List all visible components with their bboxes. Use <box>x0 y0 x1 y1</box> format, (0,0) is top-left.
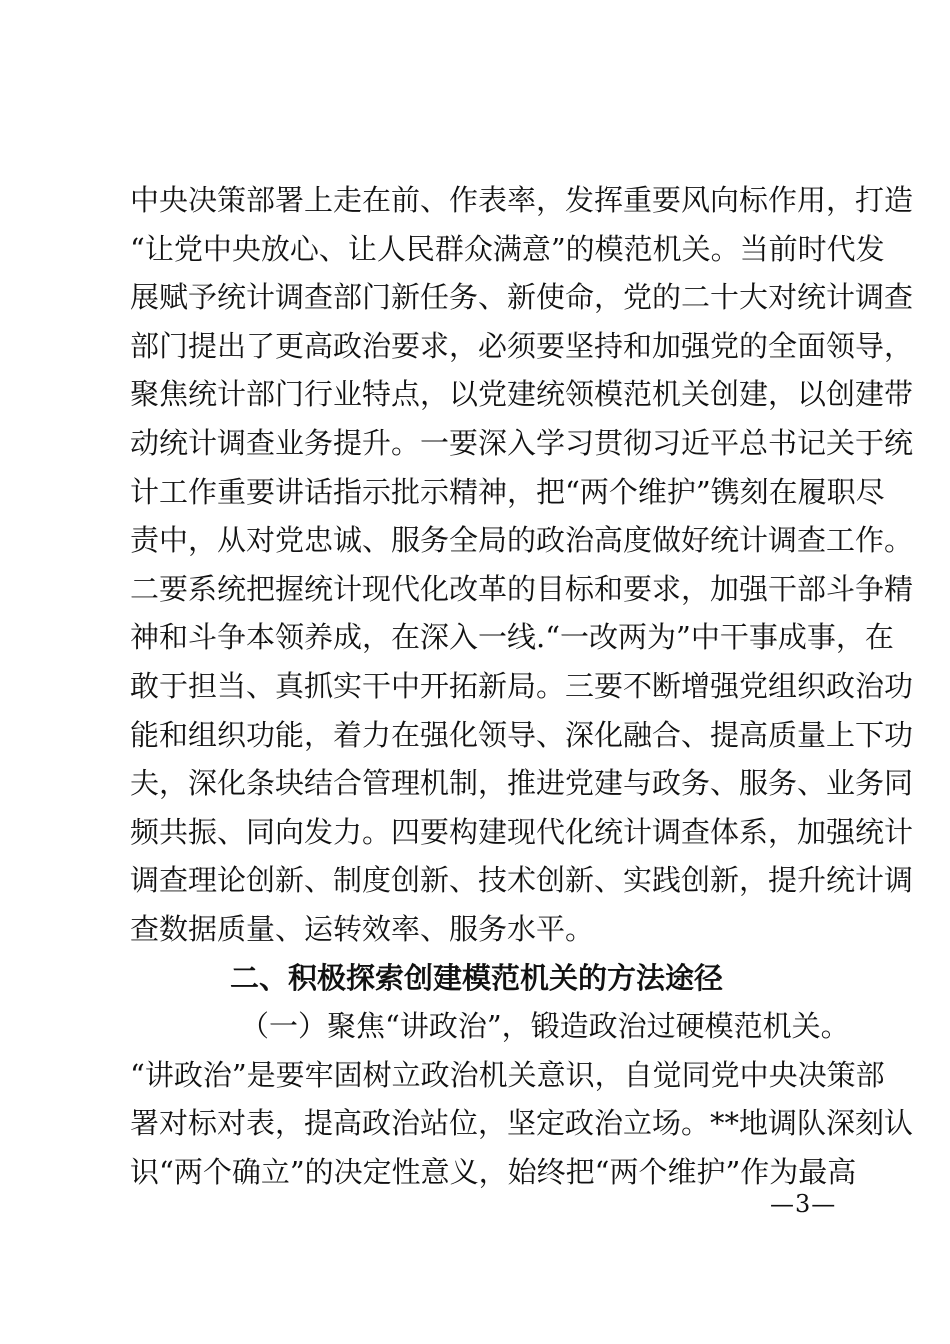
section-heading: 二、积极探索创建模范机关的方法途径 <box>230 960 724 995</box>
subsection-heading: （一）聚焦“讲政治”，锻造政治过硬模范机关。 <box>240 1009 850 1044</box>
paragraph-line: 查数据质量、运转效率、服务水平。 <box>130 911 595 946</box>
paragraph-line: 聚焦统计部门行业特点，以党建统领模范机关创建，以创建带 <box>130 377 914 412</box>
page-number: —3— <box>770 1190 837 1218</box>
paragraph-line: 频共振、同向发力。四要构建现代化统计调查体系，加强统计 <box>130 814 914 849</box>
paragraph-line: 中央决策部署上走在前、作表率，发挥重要风向标作用，打造 <box>130 183 914 217</box>
paragraph-line: 调查理论创新、制度创新、技术创新、实践创新，提升统计调 <box>130 863 914 898</box>
document-body <box>130 176 914 1196</box>
paragraph-line: 识“两个确立”的决定性意义，始终把“两个维护”作为最高 <box>130 1154 857 1189</box>
paragraph-line: 夫，深化条块结合管理机制，推进党建与政务、服务、业务同 <box>130 766 914 801</box>
paragraph-line: 责中，从对党忠诚、服务全局的政治高度做好统计调查工作。 <box>130 523 914 558</box>
paragraph-line: 展赋予统计调查部门新任务、新使命，党的二十大对统计调查 <box>130 280 914 315</box>
paragraph-line: 计工作重要讲话指示批示精神，把“两个维护”镌刻在履职尽 <box>130 474 885 509</box>
paragraph-line: 部门提出了更高政治要求，必须要坚持和加强党的全面领导， <box>130 328 914 363</box>
paragraph-line: “让党中央放心、让人民群众满意”的模范机关。当前时代发 <box>130 231 885 266</box>
paragraph-line: 署对标对表，提高政治站位，坚定政治立场。**地调队深刻认 <box>130 1106 914 1141</box>
paragraph-line: 二要系统把握统计现代化改革的目标和要求，加强干部斗争精 <box>130 571 914 606</box>
paragraph-line: 动统计调查业务提升。一要深入学习贯彻习近平总书记关于统 <box>130 425 914 460</box>
paragraph-line: “讲政治”是要牢固树立政治机关意识，自觉同党中央决策部 <box>130 1057 885 1092</box>
paragraph-line: 神和斗争本领养成，在深入一线.“一改两为”中干事成事，在 <box>130 620 894 655</box>
paragraph-line: 敢于担当、真抓实干中开拓新局。三要不断增强党组织政治功 <box>130 668 914 703</box>
paragraph-line: 能和组织功能，着力在强化领导、深化融合、提高质量上下功 <box>130 717 914 752</box>
